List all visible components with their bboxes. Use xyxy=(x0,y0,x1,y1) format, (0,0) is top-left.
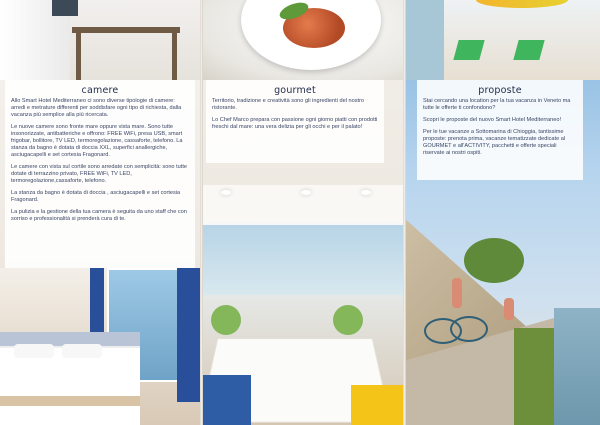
cycling-photo xyxy=(404,218,600,425)
restaurant-photo xyxy=(201,185,404,425)
camere-paragraph: Le nuove camere sono fronte mare oppure vista mare. Sono tutte insonorizzate, antibatteriche e offrono: FREE WiFi, presa USB, smart frigobar, bollitore, TV LED, termoregolazione, cassaforte, telefono. La stanza da bagno è dotata di doccia XXL, superfici anallergiche, asciugacapelli e set cortesia Fragonard. xyxy=(11,124,183,158)
panel-gourmet xyxy=(201,0,404,425)
gourmet-text-box xyxy=(206,80,384,163)
proposte-paragraph: Scopri le proposte del nuovo Smart Hotel Mediterraneo! xyxy=(423,117,562,123)
proposte-text-box xyxy=(417,80,583,180)
dish-photo xyxy=(201,0,404,80)
camere-paragraph: Allo Smart Hotel Mediterraneo ci sono diverse tipologie di camere: arredi e metrature differenti per soddisfare ogni tipo di richiesta, dalla vacanza più semplice alla più ricercata. xyxy=(11,98,182,118)
camere-paragraph: Le camere con vista sul cortile sono arredate con semplicità: sono tutte dotate di terrazzino privato, FREE WiFi, TV LED, termoregolazione,cassaforte, telefono. xyxy=(11,164,187,184)
proposte-paragraph: Stai cercando una location per la tua vacanza in Veneto ma tutte le offerte ti confondono? xyxy=(423,98,571,111)
bedroom-photo xyxy=(0,268,201,425)
camere-paragraph: La pulizia e la gestione della tua camera è seguita da uno staff che con sorriso e professionalità si prenderà cura di te. xyxy=(11,209,187,222)
proposte-paragraph: Per le tue vacanze a Sottomarina di Chioggia, tantissime proposte: prenota prima, vacanze tematizzate dedicate al GOURMET e all'ACTIVITY, pacchetti e offerte speciali riservate ai nostri ospiti. xyxy=(423,129,566,156)
beach-photo xyxy=(404,0,600,80)
proposte-heading: proposte xyxy=(478,85,522,96)
room-photo-top xyxy=(0,0,201,80)
panel-proposte xyxy=(404,0,600,425)
gourmet-paragraph: Lo Chef Marco prepara con passione ogni giorno piatti con prodotti freschi dal mare: una vera delizia per gli occhi e per il palato! xyxy=(212,117,378,130)
gourmet-heading: gourmet xyxy=(274,85,316,96)
fold-divider xyxy=(403,0,406,425)
camere-paragraph: La stanza da bagno è dotata di doccia , asciugacapelli e set cortesia Fragonard. xyxy=(11,190,181,203)
camere-heading: camere xyxy=(81,85,119,96)
gourmet-paragraph: Territorio, tradizione e creatività sono gli ingredienti del nostro ristorante. xyxy=(212,98,365,111)
camere-text-box xyxy=(5,80,195,268)
fold-divider xyxy=(200,0,203,425)
